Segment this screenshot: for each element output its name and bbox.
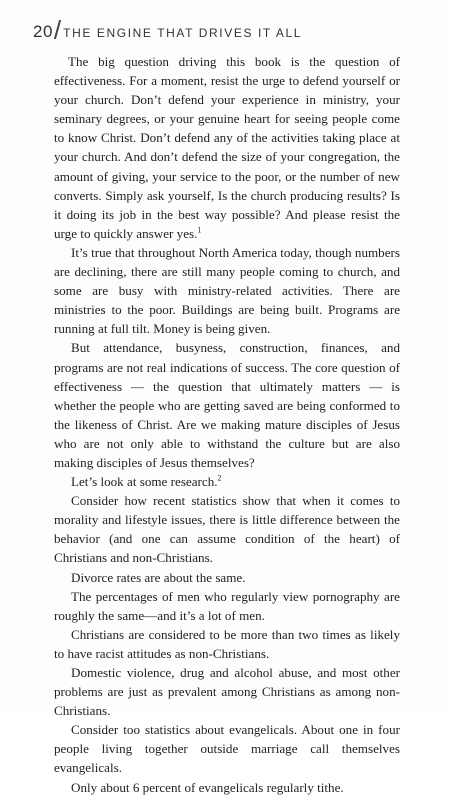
paragraph-text: Consider how recent statistics show that when it comes to morality and lifestyle issues, there is little difference between the behavior (and one can assume condition of the heart) of Christians and non-Christians.: [54, 493, 400, 566]
paragraph-text: The big question driving this book is the question of effectiveness. For a moment, resist the urge to defend yourself or your church. Don’t defend your experience in ministry, your seminary degrees, or your genuine heart for seeing people come to know Christ. Don’t defend any of the activities taking place at your church. And don’t defend the size of your congregation, the amount of giving, your service to the poor, or the number of new converts. Simply ask yourself, Is the church producing results? Is it doing its job in the best way possible? And please resist the urge to quickly answer yes.: [54, 54, 400, 241]
body-text: [54, 52, 400, 797]
page-number: 20: [33, 22, 53, 41]
header-slash-divider: /: [53, 15, 62, 45]
paragraph-1: [54, 52, 400, 243]
footnote-marker: 1: [197, 225, 202, 235]
paragraph-text: But attendance, busyness, construction, finances, and programs are not real indications of success. The core question of effectiveness — the question that ultimately matters — is whether the people who are getting saved are being conformed to the likeness of Christ. Are we making mature disciples of Jesus who are not only able to withstand the culture but are also making disciples of Jesus themselves?: [54, 340, 400, 470]
paragraph-text: Divorce rates are about the same.: [71, 569, 246, 585]
paragraph-text: Consider too statistics about evangelicals. About one in four people living together outside marriage call themselves evangelicals.: [54, 722, 400, 776]
paragraph-11: [54, 778, 400, 797]
paragraph-text: Domestic violence, drug and alcohol abuse, and most other problems are just as prevalent among Christians as among non-Christians.: [54, 665, 400, 719]
running-header: [33, 12, 303, 45]
paragraph-text: Only about 6 percent of evangelicals regularly tithe.: [71, 779, 344, 795]
paragraph-10: [54, 720, 400, 777]
footnote-marker: 2: [217, 473, 222, 483]
paragraph-6: [54, 568, 400, 587]
paragraph-9: [54, 663, 400, 720]
paragraph-3: [54, 338, 400, 472]
paragraph-5: [54, 491, 400, 567]
paragraph-2: [54, 243, 400, 338]
paragraph-4: [54, 472, 400, 491]
running-title: THE ENGINE THAT DRIVES IT ALL: [63, 26, 303, 40]
paragraph-text: The percentages of men who regularly view pornography are roughly the same—and it’s a lot of men.: [54, 588, 400, 623]
paragraph-7: [54, 587, 400, 625]
paragraph-text: Let’s look at some research.: [71, 474, 218, 490]
paragraph-8: [54, 625, 400, 663]
paragraph-text: Christians are considered to be more than two times as likely to have racist attitudes as non-Christians.: [54, 626, 400, 661]
paragraph-text: It’s true that throughout North America today, though numbers are declining, there are still many people coming to church, and some are busy with ministry-related activities. There are ministries to the poor. Buildings are being built. Programs are running at full tilt. Money is being given.: [54, 244, 400, 337]
